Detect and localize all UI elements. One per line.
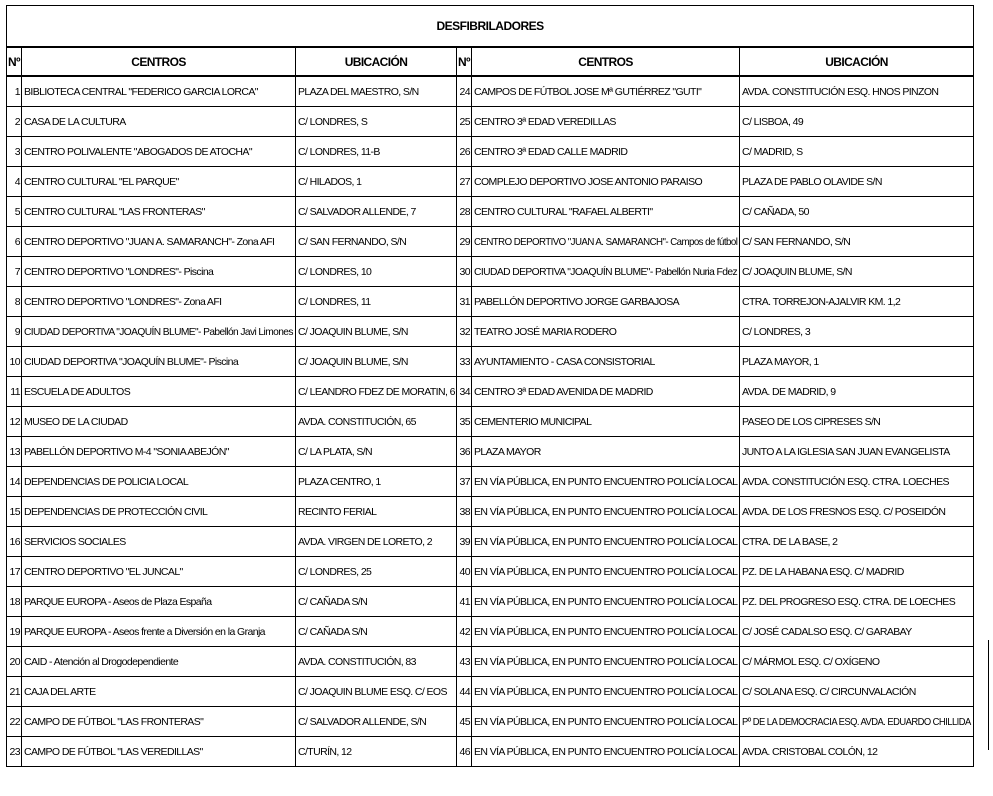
centro-cell-left: SERVICIOS SOCIALES <box>22 527 296 557</box>
ubicacion-cell-left: AVDA. VIRGEN DE LORETO, 2 <box>296 527 457 557</box>
table-row <box>7 737 974 767</box>
row-number-right: 32 <box>457 317 472 347</box>
row-number-right: 46 <box>457 737 472 767</box>
centro-cell-right: EN VÍA PÚBLICA, EN PUNTO ENCUENTRO POLICÍA LOCAL <box>472 467 740 497</box>
centro-cell-right: EN VÍA PÚBLICA, EN PUNTO ENCUENTRO POLICÍA LOCAL <box>472 617 740 647</box>
row-number-right: 42 <box>457 617 472 647</box>
centro-cell-left: DEPENDENCIAS DE PROTECCIÓN CIVIL <box>22 497 296 527</box>
centro-cell-right: PLAZA MAYOR <box>472 437 740 467</box>
header-num-right: Nº <box>457 47 472 76</box>
centro-cell-right: EN VÍA PÚBLICA, EN PUNTO ENCUENTRO POLICÍA LOCAL <box>472 527 740 557</box>
table-row <box>7 467 974 497</box>
row-number-left: 18 <box>7 587 22 617</box>
row-number-left: 2 <box>7 107 22 137</box>
centro-cell-right: EN VÍA PÚBLICA, EN PUNTO ENCUENTRO POLICÍA LOCAL <box>472 707 740 737</box>
row-number-left: 10 <box>7 347 22 377</box>
table-row <box>7 76 974 107</box>
table-row <box>7 407 974 437</box>
row-number-right: 37 <box>457 467 472 497</box>
row-number-right: 40 <box>457 557 472 587</box>
ubicacion-cell-right: C/ SAN FERNANDO, S/N <box>740 227 974 257</box>
row-number-left: 23 <box>7 737 22 767</box>
row-number-right: 34 <box>457 377 472 407</box>
row-number-left: 14 <box>7 467 22 497</box>
table-row <box>7 347 974 377</box>
centro-cell-right: CENTRO 3ª EDAD VEREDILLAS <box>472 107 740 137</box>
ubicacion-cell-left: C/ LONDRES, 25 <box>296 557 457 587</box>
centro-cell-right: CEMENTERIO MUNICIPAL <box>472 407 740 437</box>
row-number-right: 36 <box>457 437 472 467</box>
row-number-left: 21 <box>7 677 22 707</box>
centro-cell-right: EN VÍA PÚBLICA, EN PUNTO ENCUENTRO POLICÍA LOCAL <box>472 587 740 617</box>
centro-cell-left: CASA DE LA CULTURA <box>22 107 296 137</box>
ubicacion-cell-right: PZ. DE LA HABANA ESQ. C/ MADRID <box>740 557 974 587</box>
row-number-right: 35 <box>457 407 472 437</box>
ubicacion-cell-left: C/ CAÑADA S/N <box>296 617 457 647</box>
centro-cell-left: CAMPO DE FÚTBOL "LAS FRONTERAS" <box>22 707 296 737</box>
ubicacion-cell-right: C/ MADRID, S <box>740 137 974 167</box>
table-row <box>7 677 974 707</box>
row-number-left: 11 <box>7 377 22 407</box>
centro-cell-left: BIBLIOTECA CENTRAL "FEDERICO GARCIA LORCA" <box>22 76 296 107</box>
centro-cell-right: CENTRO 3ª EDAD CALLE MADRID <box>472 137 740 167</box>
row-number-right: 45 <box>457 707 472 737</box>
row-number-right: 30 <box>457 257 472 287</box>
ubicacion-cell-right: C/ JOAQUIN BLUME, S/N <box>740 257 974 287</box>
row-number-right: 26 <box>457 137 472 167</box>
centro-cell-right: COMPLEJO DEPORTIVO JOSE ANTONIO PARAISO <box>472 167 740 197</box>
row-number-right: 44 <box>457 677 472 707</box>
centro-cell-left: PARQUE EUROPA - Aseos frente a Diversión en la Granja <box>22 617 296 647</box>
ubicacion-cell-right: AVDA. CRISTOBAL COLÓN, 12 <box>740 737 974 767</box>
ubicacion-cell-left: C/ SALVADOR ALLENDE, 7 <box>296 197 457 227</box>
centro-cell-left: CENTRO CULTURAL "LAS FRONTERAS" <box>22 197 296 227</box>
row-number-right: 33 <box>457 347 472 377</box>
centro-cell-left: PARQUE EUROPA - Aseos de Plaza España <box>22 587 296 617</box>
table-row <box>7 227 974 257</box>
header-num-left: Nº <box>7 47 22 76</box>
row-number-right: 41 <box>457 587 472 617</box>
ubicacion-cell-left: C/ LONDRES, 11 <box>296 287 457 317</box>
row-number-right: 43 <box>457 647 472 677</box>
ubicacion-cell-right: AVDA. CONSTITUCIÓN ESQ. HNOS PINZON <box>740 76 974 107</box>
centro-cell-right: CAMPOS DE FÚTBOL JOSE Mª GUTIÉRREZ "GUTI" <box>472 76 740 107</box>
table-row <box>7 107 974 137</box>
ubicacion-cell-left: C/ JOAQUIN BLUME ESQ. C/ EOS <box>296 677 457 707</box>
ubicacion-cell-right: Pº DE LA DEMOCRACIA ESQ. AVDA. EDUARDO CHILLIDA <box>740 707 974 737</box>
table-row <box>7 317 974 347</box>
ubicacion-cell-right: C/ LISBOA, 49 <box>740 107 974 137</box>
ubicacion-cell-right: PASEO DE LOS CIPRESES S/N <box>740 407 974 437</box>
centro-cell-right: CIUDAD DEPORTIVA "JOAQUÍN BLUME"- Pabellón Nuria Fdez <box>472 257 740 287</box>
centro-cell-left: CENTRO DEPORTIVO "LONDRES"- Piscina <box>22 257 296 287</box>
table-row <box>7 527 974 557</box>
row-number-left: 19 <box>7 617 22 647</box>
ubicacion-cell-right: C/ JOSÉ CADALSO ESQ. C/ GARABAY <box>740 617 974 647</box>
table-title: DESFIBRILADORES <box>7 6 974 48</box>
row-number-right: 24 <box>457 76 472 107</box>
centro-cell-right: TEATRO JOSÉ MARIA RODERO <box>472 317 740 347</box>
row-number-left: 9 <box>7 317 22 347</box>
centro-cell-left: CENTRO DEPORTIVO "JUAN A. SAMARANCH"- Zona AFI <box>22 227 296 257</box>
row-number-right: 29 <box>457 227 472 257</box>
centro-cell-right: EN VÍA PÚBLICA, EN PUNTO ENCUENTRO POLICÍA LOCAL <box>472 497 740 527</box>
ubicacion-cell-right: PZ. DEL PROGRESO ESQ. CTRA. DE LOECHES <box>740 587 974 617</box>
row-number-left: 17 <box>7 557 22 587</box>
ubicacion-cell-right: C/ LONDRES, 3 <box>740 317 974 347</box>
centro-cell-left: CIUDAD DEPORTIVA "JOAQUÍN BLUME"- Pabellón Javi Limones <box>22 317 296 347</box>
row-number-left: 20 <box>7 647 22 677</box>
centro-cell-left: CAMPO DE FÚTBOL "LAS VEREDILLAS" <box>22 737 296 767</box>
table-row <box>7 707 974 737</box>
row-number-right: 31 <box>457 287 472 317</box>
row-number-left: 16 <box>7 527 22 557</box>
table-row <box>7 587 974 617</box>
title-row <box>7 6 974 48</box>
centro-cell-right: EN VÍA PÚBLICA, EN PUNTO ENCUENTRO POLICÍA LOCAL <box>472 737 740 767</box>
row-number-left: 3 <box>7 137 22 167</box>
row-number-left: 7 <box>7 257 22 287</box>
row-number-left: 8 <box>7 287 22 317</box>
ubicacion-cell-left: AVDA. CONSTITUCIÓN, 83 <box>296 647 457 677</box>
row-number-right: 27 <box>457 167 472 197</box>
row-number-right: 39 <box>457 527 472 557</box>
ubicacion-cell-left: C/ LONDRES, 11-B <box>296 137 457 167</box>
ubicacion-cell-left: RECINTO FERIAL <box>296 497 457 527</box>
ubicacion-cell-left: PLAZA CENTRO, 1 <box>296 467 457 497</box>
centro-cell-left: CENTRO DEPORTIVO "LONDRES"- Zona AFI <box>22 287 296 317</box>
table-row <box>7 167 974 197</box>
ubicacion-cell-left: AVDA. CONSTITUCIÓN, 65 <box>296 407 457 437</box>
ubicacion-cell-right: AVDA. DE MADRID, 9 <box>740 377 974 407</box>
centro-cell-left: CENTRO CULTURAL "EL PARQUE" <box>22 167 296 197</box>
ubicacion-cell-right: C/ MÁRMOL ESQ. C/ OXÍGENO <box>740 647 974 677</box>
ubicacion-cell-left: C/ LONDRES, 10 <box>296 257 457 287</box>
ubicacion-cell-left: C/ JOAQUIN BLUME, S/N <box>296 317 457 347</box>
row-number-left: 13 <box>7 437 22 467</box>
row-number-left: 12 <box>7 407 22 437</box>
row-number-left: 5 <box>7 197 22 227</box>
table-row <box>7 647 974 677</box>
centro-cell-right: CENTRO 3ª EDAD AVENIDA DE MADRID <box>472 377 740 407</box>
centro-cell-left: DEPENDENCIAS DE POLICIA LOCAL <box>22 467 296 497</box>
ubicacion-cell-right: AVDA. DE LOS FRESNOS ESQ. C/ POSEIDÓN <box>740 497 974 527</box>
table-row <box>7 197 974 227</box>
table-row <box>7 617 974 647</box>
centro-cell-left: ESCUELA DE ADULTOS <box>22 377 296 407</box>
row-number-right: 38 <box>457 497 472 527</box>
ubicacion-cell-left: C/ SALVADOR ALLENDE, S/N <box>296 707 457 737</box>
centro-cell-left: CENTRO POLIVALENTE "ABOGADOS DE ATOCHA" <box>22 137 296 167</box>
row-number-right: 28 <box>457 197 472 227</box>
row-number-left: 22 <box>7 707 22 737</box>
row-number-left: 15 <box>7 497 22 527</box>
ubicacion-cell-right: C/ SOLANA ESQ. C/ CIRCUNVALACIÓN <box>740 677 974 707</box>
header-ubicacion-left: UBICACIÓN <box>296 47 457 76</box>
ubicacion-cell-left: C/ SAN FERNANDO, S/N <box>296 227 457 257</box>
ubicacion-cell-right: PLAZA DE PABLO OLAVIDE S/N <box>740 167 974 197</box>
header-centros-right: CENTROS <box>472 47 740 76</box>
ubicacion-cell-left: C/ JOAQUIN BLUME, S/N <box>296 347 457 377</box>
ubicacion-cell-left: C/ LA PLATA, S/N <box>296 437 457 467</box>
table-row <box>7 377 974 407</box>
row-number-right: 25 <box>457 107 472 137</box>
defibrillator-table <box>6 5 974 767</box>
centro-cell-left: CENTRO DEPORTIVO "EL JUNCAL" <box>22 557 296 587</box>
centro-cell-right: EN VÍA PÚBLICA, EN PUNTO ENCUENTRO POLICÍA LOCAL <box>472 647 740 677</box>
centro-cell-right: EN VÍA PÚBLICA, EN PUNTO ENCUENTRO POLICÍA LOCAL <box>472 677 740 707</box>
ubicacion-cell-left: C/TURÍN, 12 <box>296 737 457 767</box>
ubicacion-cell-left: PLAZA DEL MAESTRO, S/N <box>296 76 457 107</box>
table-row <box>7 557 974 587</box>
centro-cell-right: AYUNTAMIENTO - CASA CONSISTORIAL <box>472 347 740 377</box>
ubicacion-cell-right: AVDA. CONSTITUCIÓN ESQ. CTRA. LOECHES <box>740 467 974 497</box>
centro-cell-left: CIUDAD DEPORTIVA "JOAQUÍN BLUME"- Piscina <box>22 347 296 377</box>
centro-cell-left: MUSEO DE LA CIUDAD <box>22 407 296 437</box>
right-edge-line <box>988 640 989 750</box>
header-row <box>7 47 974 76</box>
table-row <box>7 137 974 167</box>
ubicacion-cell-left: C/ HILADOS, 1 <box>296 167 457 197</box>
ubicacion-cell-right: C/ CAÑADA, 50 <box>740 197 974 227</box>
ubicacion-cell-right: JUNTO A LA IGLESIA SAN JUAN EVANGELISTA <box>740 437 974 467</box>
table-row <box>7 437 974 467</box>
centro-cell-right: CENTRO DEPORTIVO "JUAN A. SAMARANCH"- Campos de fútbol <box>472 227 740 257</box>
ubicacion-cell-right: CTRA. TORREJON-AJALVIR KM. 1,2 <box>740 287 974 317</box>
row-number-left: 6 <box>7 227 22 257</box>
table-row <box>7 287 974 317</box>
ubicacion-cell-left: C/ LEANDRO FDEZ DE MORATIN, 6 <box>296 377 457 407</box>
centro-cell-left: PABELLÓN DEPORTIVO M-4 "SONIA ABEJÓN" <box>22 437 296 467</box>
ubicacion-cell-left: C/ CAÑADA S/N <box>296 587 457 617</box>
centro-cell-right: PABELLÓN DEPORTIVO JORGE GARBAJOSA <box>472 287 740 317</box>
centro-cell-left: CAID - Atención al Drogodependiente <box>22 647 296 677</box>
row-number-left: 4 <box>7 167 22 197</box>
ubicacion-cell-left: C/ LONDRES, S <box>296 107 457 137</box>
centro-cell-right: EN VÍA PÚBLICA, EN PUNTO ENCUENTRO POLICÍA LOCAL <box>472 557 740 587</box>
table-row <box>7 497 974 527</box>
row-number-left: 1 <box>7 76 22 107</box>
ubicacion-cell-right: PLAZA MAYOR, 1 <box>740 347 974 377</box>
table-row <box>7 257 974 287</box>
centro-cell-left: CAJA DEL ARTE <box>22 677 296 707</box>
centro-cell-right: CENTRO CULTURAL "RAFAEL ALBERTI" <box>472 197 740 227</box>
header-centros-left: CENTROS <box>22 47 296 76</box>
header-ubicacion-right: UBICACIÓN <box>740 47 974 76</box>
ubicacion-cell-right: CTRA. DE LA BASE, 2 <box>740 527 974 557</box>
